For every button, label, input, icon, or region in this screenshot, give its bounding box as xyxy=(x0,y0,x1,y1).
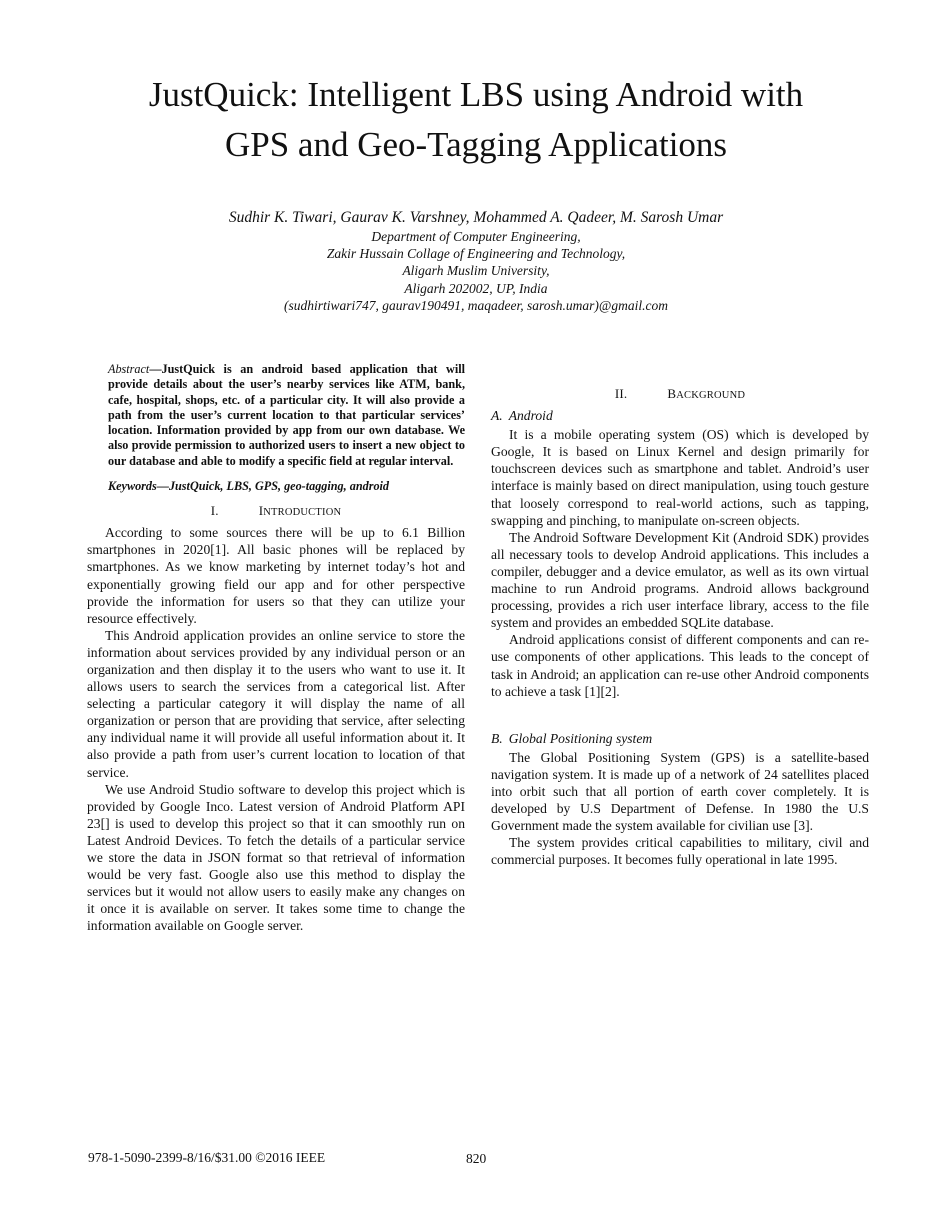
section-number: I. xyxy=(210,503,219,519)
paragraph: The Android Software Development Kit (Android SDK) provides all necessary tools to develop Android applications. This includes a compiler, debugger and a device emulator, as well as its own virtual machine to run Android programs. Android allows background processing, provides a rich user interface library, access to the file system and provides an embedded SQLite database. xyxy=(491,529,869,631)
abstract xyxy=(108,362,465,469)
right-column xyxy=(491,378,869,868)
title-line-1: JustQuick: Intelligent LBS using Android with xyxy=(148,75,804,114)
title-line-2: GPS and Geo-Tagging Applications xyxy=(224,125,728,164)
paragraph: The system provides critical capabilities to military, civil and commercial purposes. It becomes fully operational in late 1995. xyxy=(491,835,869,868)
subsection-heading-gps xyxy=(491,730,869,747)
section-heading-background xyxy=(491,385,869,404)
paragraph: The Global Positioning System (GPS) is a satellite-based navigation system. It is made up of a network of 24 satellites placed into orbit such that all portion of earth cover completely. It is developed by U.S Department of Defense. In 1980 the U.S Government made the system available for civilian use [3]. xyxy=(491,749,869,834)
copyright-footer: 978-1-5090-2399-8/16/$31.00 ©2016 IEEE xyxy=(88,1150,326,1165)
paragraph: According to some sources there will be up to 6.1 Billion smartphones in 2020[1]. All basic phones will be replaced by smartphones. As we know marketing by internet today’s hot and exponentially growing field our app and for other perspective provide the information for users so that they can utilize your resource effectively. xyxy=(87,525,465,626)
section-number: II. xyxy=(614,386,628,401)
authors: Sudhir K. Tiwari, Gaurav K. Varshney, Mohammed A. Qadeer, M. Sarosh Umar xyxy=(228,209,724,226)
section-title-initial: I xyxy=(258,503,264,519)
spacer xyxy=(491,700,869,728)
author-emails: (sudhirtiwari747, gaurav190491, maqadeer, sarosh.umar)@gmail.com xyxy=(284,297,668,313)
abstract-text: —JustQuick is an android based application that will provide details about the user’s nearby services like ATM, bank, cafe, hospital, shops, etc. of a particular city. It will also provide a path from the user’s current location to that particular services’ location. Information provided by app from our own database. We also provide permission to authorized users to insert a new object to our database and able to modify a specific field at regular interval. xyxy=(108,362,465,468)
keywords: Keywords—JustQuick, LBS, GPS, geo-tagging, android xyxy=(108,479,390,494)
affiliation-line: Department of Computer Engineering, xyxy=(371,229,581,244)
abstract-label: Abstract xyxy=(108,362,150,376)
subsection-heading-android xyxy=(491,407,869,424)
paragraph: This Android application provides an online service to store the information about services provided by any individual person or an organization and then display it to the users who want to use it. It allows users to search the services from a categorical list. After selecting a particular category it will display the name of all organization or person that are providing that service, after selecting any individual name it will provide all useful information about it. It also provide a path from user’s current location to location of that service. xyxy=(87,627,465,780)
left-column xyxy=(87,362,465,935)
affiliation-line: Aligarh Muslim University, xyxy=(402,263,550,279)
section-title-initial: B xyxy=(667,386,677,401)
affiliation xyxy=(0,228,952,314)
paragraph: It is a mobile operating system (OS) which is developed by Google, It is based on Linux Kernel and design primarily for touchscreen devices such as smartphone and tablet. Android’s user interface is mainly based on direct manipulation, using touch gesture that loosely correspond to real-world actions, such as tapping, swapping and pinching, to manipulate on-screen objects. xyxy=(491,427,869,528)
paragraph: We use Android Studio software to develop this project which is provided by Google Inco. Latest version of Android Platform API 23[] is used to develop this project so that it can smoothly run on Latest Android Devices. To fetch the details of a particular service we store the data in JSON format so that retrieval of information would be very fast. Google also use this method to display the services but it would not allow users to easily make any changes on it once it is available on server. It takes some time to change the information available on Google server. xyxy=(87,781,465,934)
section-title-rest: NTRODUCTION xyxy=(263,507,342,519)
section-title-rest: ACKGROUND xyxy=(676,390,746,401)
paragraph: Android applications consist of different components and can re-use components of other applications. This leads to the concept of task in Android; an application can re-use other Android components to achieve a task [1][2]. xyxy=(491,632,869,699)
page-number: 820 xyxy=(466,1151,487,1166)
subsection-letter: B. xyxy=(491,730,503,746)
subsection-letter: A. xyxy=(491,408,503,424)
paper-title xyxy=(0,70,952,170)
subsection-title: Global Positioning system xyxy=(508,730,653,746)
affiliation-line: Zakir Hussain Collage of Engineering and Technology, xyxy=(326,246,626,262)
subsection-title: Android xyxy=(508,408,553,424)
section-heading-introduction xyxy=(87,502,465,521)
affiliation-line: Aligarh 202002, UP, India xyxy=(404,280,548,296)
